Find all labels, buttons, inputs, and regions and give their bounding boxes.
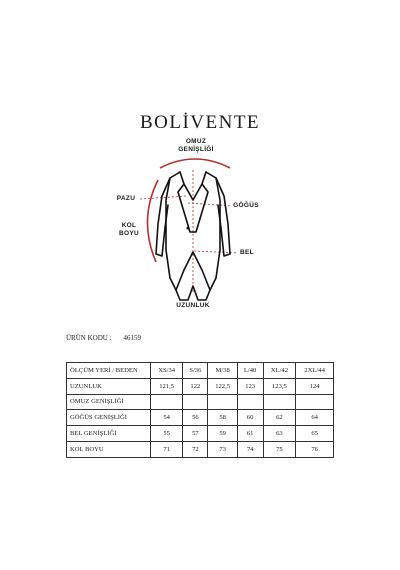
- cell-value: 64: [296, 410, 334, 426]
- product-code: [66, 334, 141, 342]
- header-cell: M/38: [208, 363, 237, 379]
- cell-value: 56: [183, 410, 208, 426]
- cell-value: 61: [237, 426, 263, 442]
- cell-value: 123: [237, 378, 263, 394]
- cell-value: 63: [263, 426, 296, 442]
- cell-value: 76: [296, 441, 334, 457]
- cell-value: [237, 394, 263, 410]
- table-row: [67, 426, 334, 442]
- table-row: [67, 410, 334, 426]
- header-cell: 2XL/44: [296, 363, 334, 379]
- cell-value: 60: [237, 410, 263, 426]
- cell-value: 59: [208, 426, 237, 442]
- cell-value: 122,5: [208, 378, 237, 394]
- cell-value: 122: [183, 378, 208, 394]
- button-icon: [187, 227, 190, 230]
- label-bel: BEL: [240, 249, 254, 256]
- brand-logo: BOLİVENTE: [139, 112, 261, 133]
- row-label: UZUNLUK: [67, 378, 151, 394]
- cell-value: 55: [151, 426, 183, 442]
- cell-value: 62: [263, 410, 296, 426]
- label-gogus: GÖĞÜS: [233, 202, 259, 209]
- header-cell: S/36: [183, 363, 208, 379]
- cell-value: 123,5: [263, 378, 296, 394]
- cell-value: [183, 394, 208, 410]
- header-cell: ÖLÇÜM YERİ / BEDEN: [67, 363, 151, 379]
- size-chart-table: [66, 362, 334, 458]
- label-pazu: PAZU: [116, 195, 136, 202]
- cell-value: 121,5: [151, 378, 183, 394]
- product-code-value: 46159: [123, 334, 141, 342]
- row-label: GÖĞÜS GENİŞLİĞİ: [67, 410, 151, 426]
- cell-value: [208, 394, 237, 410]
- waist-line: [194, 251, 238, 253]
- label-omuz-genisligi: OMUZ GENİŞLİĞİ: [178, 138, 214, 153]
- cell-value: 58: [208, 410, 237, 426]
- table-row: [67, 378, 334, 394]
- cell-value: 71: [151, 441, 183, 457]
- cell-value: [151, 394, 183, 410]
- header-cell: XL/42: [263, 363, 296, 379]
- row-label: OMUZ GENİŞLİĞİ: [67, 394, 151, 410]
- cell-value: 124: [296, 378, 334, 394]
- header-cell: L/40: [237, 363, 263, 379]
- table-row: [67, 394, 334, 410]
- header-cell: XS/34: [151, 363, 183, 379]
- row-label: KOL BOYU: [67, 441, 151, 457]
- cell-value: 72: [183, 441, 208, 457]
- table-row: [67, 441, 334, 457]
- cell-value: [296, 394, 334, 410]
- table-header-row: [67, 363, 334, 379]
- cell-value: 54: [151, 410, 183, 426]
- product-code-label: ÜRÜN KODU :: [66, 334, 112, 342]
- cell-value: 57: [183, 426, 208, 442]
- row-label: BEL GENİŞLİĞİ: [67, 426, 151, 442]
- cell-value: 73: [208, 441, 237, 457]
- label-kol-boyu: KOL BOYU: [119, 222, 139, 237]
- cell-value: [263, 394, 296, 410]
- cell-value: 75: [263, 441, 296, 457]
- label-uzunluk: UZUNLUK: [176, 302, 210, 309]
- cell-value: 74: [237, 441, 263, 457]
- cell-value: 65: [296, 426, 334, 442]
- shoulder-arc: [160, 159, 230, 168]
